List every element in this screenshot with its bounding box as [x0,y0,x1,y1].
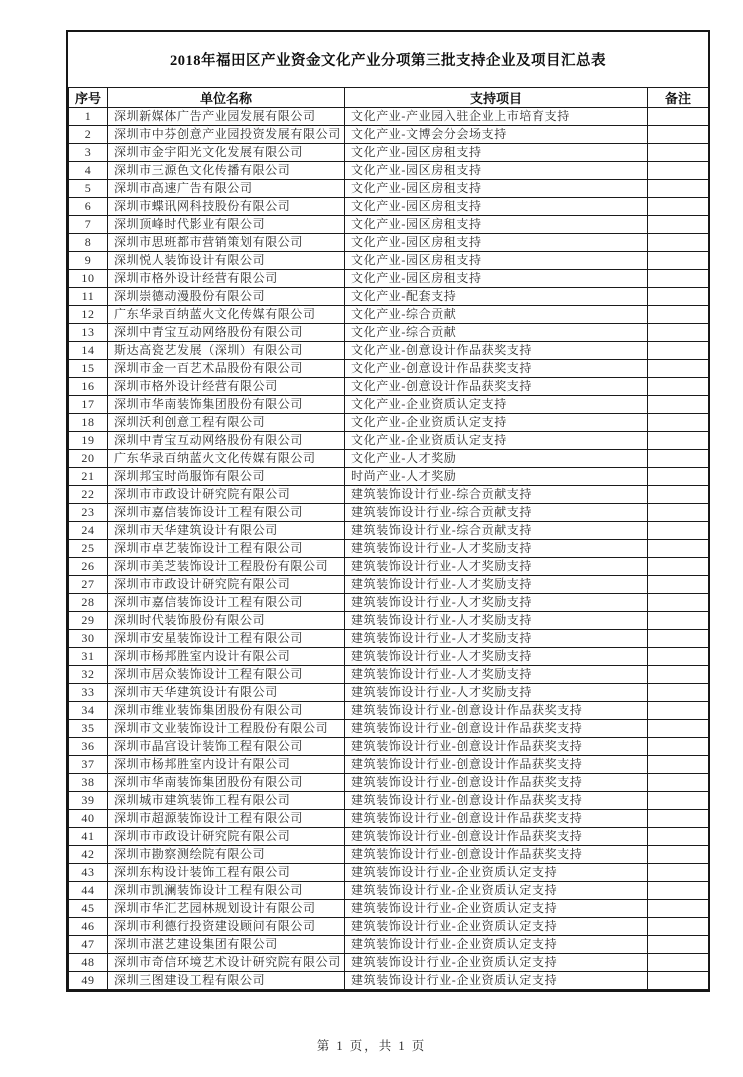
row-name: 深圳市美芝装饰设计工程股份有限公司 [108,558,345,576]
row-name: 深圳市文业装饰设计工程股份有限公司 [108,720,345,738]
row-remark [648,558,709,576]
row-name: 深圳市凯澜装饰设计工程有限公司 [108,882,345,900]
row-remark [648,198,709,216]
row-project: 建筑装饰设计行业-企业资质认定支持 [345,900,648,918]
table-row [69,540,709,558]
row-project: 建筑装饰设计行业-人才奖励支持 [345,648,648,666]
table-row [69,882,709,900]
table-row [69,594,709,612]
row-project: 建筑装饰设计行业-企业资质认定支持 [345,918,648,936]
row-no: 41 [69,828,108,846]
row-remark [648,792,709,810]
column-header-name: 单位名称 [108,88,345,108]
row-project: 建筑装饰设计行业-创意设计作品获奖支持 [345,702,648,720]
row-remark [648,900,709,918]
table-row [69,846,709,864]
row-remark [648,378,709,396]
row-name: 深圳市思班都市营销策划有限公司 [108,234,345,252]
row-name: 深圳中青宝互动网络股份有限公司 [108,324,345,342]
row-no: 35 [69,720,108,738]
row-project: 建筑装饰设计行业-人才奖励支持 [345,666,648,684]
row-project: 文化产业-人才奖励 [345,450,648,468]
row-remark [648,720,709,738]
row-name: 深圳市勘察测绘院有限公司 [108,846,345,864]
row-no: 21 [69,468,108,486]
table-row [69,828,709,846]
row-no: 9 [69,252,108,270]
row-name: 深圳市居众装饰设计工程有限公司 [108,666,345,684]
row-name: 深圳市金一百艺术品股份有限公司 [108,360,345,378]
row-no: 2 [69,126,108,144]
row-no: 14 [69,342,108,360]
row-name: 深圳市超源装饰设计工程有限公司 [108,810,345,828]
table-row [69,612,709,630]
row-project: 文化产业-园区房租支持 [345,234,648,252]
table-row [69,198,709,216]
row-remark [648,972,709,990]
row-name: 深圳时代装饰股份有限公司 [108,612,345,630]
row-project: 文化产业-综合贡献 [345,324,648,342]
table-row [69,378,709,396]
row-project: 文化产业-企业资质认定支持 [345,396,648,414]
row-no: 25 [69,540,108,558]
table-row [69,252,709,270]
row-no: 31 [69,648,108,666]
row-name: 深圳市嘉信装饰设计工程有限公司 [108,504,345,522]
row-remark [648,432,709,450]
row-remark [648,594,709,612]
row-project: 建筑装饰设计行业-人才奖励支持 [345,630,648,648]
row-project: 建筑装饰设计行业-企业资质认定支持 [345,954,648,972]
table-row [69,648,709,666]
row-remark [648,756,709,774]
row-remark [648,270,709,288]
row-name: 深圳市华南装饰集团股份有限公司 [108,774,345,792]
row-remark [648,612,709,630]
table-row [69,270,709,288]
row-no: 1 [69,108,108,126]
row-remark [648,450,709,468]
table-row [69,162,709,180]
table-row [69,360,709,378]
row-no: 44 [69,882,108,900]
table-row [69,450,709,468]
row-no: 28 [69,594,108,612]
row-no: 23 [69,504,108,522]
row-name: 广东华录百纳蓝火文化传媒有限公司 [108,450,345,468]
row-remark [648,810,709,828]
row-remark [648,360,709,378]
row-remark [648,252,709,270]
row-project: 建筑装饰设计行业-人才奖励支持 [345,576,648,594]
page-number-footer: 第 1 页，共 1 页 [316,1039,427,1053]
table-body [69,108,709,990]
row-remark [648,576,709,594]
table-row [69,720,709,738]
row-project: 建筑装饰设计行业-人才奖励支持 [345,558,648,576]
row-project: 文化产业-文博会分会场支持 [345,126,648,144]
row-no: 39 [69,792,108,810]
table-row [69,774,709,792]
row-remark [648,540,709,558]
table-row [69,414,709,432]
row-name: 深圳城市建筑装饰工程有限公司 [108,792,345,810]
row-name: 深圳市安星装饰设计工程有限公司 [108,630,345,648]
row-no: 42 [69,846,108,864]
summary-sheet [66,30,710,992]
row-name: 广东华录百纳蓝火文化传媒有限公司 [108,306,345,324]
row-name: 深圳市杨邦胜室内设计有限公司 [108,648,345,666]
row-no: 16 [69,378,108,396]
row-remark [648,288,709,306]
table-row [69,216,709,234]
row-remark [648,324,709,342]
row-no: 15 [69,360,108,378]
row-no: 49 [69,972,108,990]
row-project: 文化产业-园区房租支持 [345,198,648,216]
table-row [69,936,709,954]
table-row [69,234,709,252]
row-remark [648,882,709,900]
row-no: 10 [69,270,108,288]
row-name: 深圳中青宝互动网络股份有限公司 [108,432,345,450]
row-project: 文化产业-企业资质认定支持 [345,432,648,450]
row-no: 4 [69,162,108,180]
row-remark [648,702,709,720]
row-no: 13 [69,324,108,342]
row-name: 深圳市湛艺建设集团有限公司 [108,936,345,954]
row-remark [648,828,709,846]
row-project: 建筑装饰设计行业-创意设计作品获奖支持 [345,828,648,846]
row-project: 建筑装饰设计行业-企业资质认定支持 [345,936,648,954]
row-project: 建筑装饰设计行业-创意设计作品获奖支持 [345,774,648,792]
row-no: 24 [69,522,108,540]
row-name: 深圳市格外设计经营有限公司 [108,378,345,396]
row-project: 建筑装饰设计行业-企业资质认定支持 [345,882,648,900]
row-name: 深圳市格外设计经营有限公司 [108,270,345,288]
row-no: 40 [69,810,108,828]
row-project: 文化产业-配套支持 [345,288,648,306]
summary-table [68,87,709,990]
header-row [69,88,709,108]
row-project: 建筑装饰设计行业-企业资质认定支持 [345,864,648,882]
row-name: 深圳市金宇阳光文化发展有限公司 [108,144,345,162]
row-name: 深圳市利德行投资建设顾问有限公司 [108,918,345,936]
row-remark [648,738,709,756]
page-title: 2018年福田区产业资金文化产业分项第三批支持企业及项目汇总表 [170,53,606,69]
row-remark [648,306,709,324]
row-no: 20 [69,450,108,468]
row-no: 29 [69,612,108,630]
table-row [69,342,709,360]
row-name: 深圳新媒体广告产业园发展有限公司 [108,108,345,126]
row-no: 27 [69,576,108,594]
row-project: 建筑装饰设计行业-综合贡献支持 [345,522,648,540]
row-no: 6 [69,198,108,216]
table-row [69,144,709,162]
row-name: 深圳市华南装饰集团股份有限公司 [108,396,345,414]
row-name: 深圳市市政设计研究院有限公司 [108,486,345,504]
row-name: 深圳三图建设工程有限公司 [108,972,345,990]
row-no: 5 [69,180,108,198]
row-no: 26 [69,558,108,576]
row-project: 建筑装饰设计行业-创意设计作品获奖支持 [345,792,648,810]
table-row [69,432,709,450]
row-no: 46 [69,918,108,936]
table-row [69,396,709,414]
table-row [69,306,709,324]
table-row [69,738,709,756]
table-row [69,900,709,918]
column-header-no: 序号 [69,88,108,108]
table-row [69,630,709,648]
row-project: 建筑装饰设计行业-人才奖励支持 [345,594,648,612]
row-no: 19 [69,432,108,450]
row-remark [648,468,709,486]
row-project: 文化产业-综合贡献 [345,306,648,324]
row-name: 深圳市市政设计研究院有限公司 [108,576,345,594]
row-no: 34 [69,702,108,720]
row-remark [648,666,709,684]
table-row [69,522,709,540]
table-row [69,918,709,936]
row-remark [648,162,709,180]
row-no: 22 [69,486,108,504]
table-row [69,792,709,810]
row-remark [648,648,709,666]
table-row [69,324,709,342]
column-header-project: 支持项目 [345,88,648,108]
row-project: 文化产业-园区房租支持 [345,162,648,180]
row-name: 深圳市奇信环境艺术设计研究院有限公司 [108,954,345,972]
row-name: 深圳市中芬创意产业园投资发展有限公司 [108,126,345,144]
row-project: 文化产业-创意设计作品获奖支持 [345,342,648,360]
table-row [69,288,709,306]
row-project: 文化产业-园区房租支持 [345,252,648,270]
row-project: 建筑装饰设计行业-综合贡献支持 [345,504,648,522]
row-project: 文化产业-创意设计作品获奖支持 [345,360,648,378]
row-project: 文化产业-园区房租支持 [345,270,648,288]
row-project: 建筑装饰设计行业-人才奖励支持 [345,612,648,630]
row-project: 文化产业-企业资质认定支持 [345,414,648,432]
row-name: 深圳市嘉信装饰设计工程有限公司 [108,594,345,612]
row-no: 32 [69,666,108,684]
table-row [69,702,709,720]
row-remark [648,216,709,234]
row-project: 建筑装饰设计行业-综合贡献支持 [345,486,648,504]
row-name: 深圳市晶宫设计装饰工程有限公司 [108,738,345,756]
row-no: 45 [69,900,108,918]
table-row [69,810,709,828]
row-project: 文化产业-园区房租支持 [345,144,648,162]
row-name: 深圳东构设计装饰工程有限公司 [108,864,345,882]
row-no: 8 [69,234,108,252]
table-row [69,684,709,702]
row-remark [648,234,709,252]
row-no: 18 [69,414,108,432]
row-remark [648,108,709,126]
row-project: 建筑装饰设计行业-创意设计作品获奖支持 [345,720,648,738]
row-name: 斯达高瓷艺发展（深圳）有限公司 [108,342,345,360]
row-project: 时尚产业-人才奖励 [345,468,648,486]
row-project: 建筑装饰设计行业-创意设计作品获奖支持 [345,810,648,828]
row-name: 深圳市蝶讯网科技股份有限公司 [108,198,345,216]
row-name: 深圳市高速广告有限公司 [108,180,345,198]
row-project: 建筑装饰设计行业-创意设计作品获奖支持 [345,756,648,774]
row-name: 深圳市华汇艺园林规划设计有限公司 [108,900,345,918]
row-no: 30 [69,630,108,648]
row-name: 深圳市天华建筑设计有限公司 [108,522,345,540]
row-project: 建筑装饰设计行业-创意设计作品获奖支持 [345,846,648,864]
row-name: 深圳市市政设计研究院有限公司 [108,828,345,846]
row-remark [648,342,709,360]
row-no: 37 [69,756,108,774]
row-remark [648,504,709,522]
table-row [69,108,709,126]
row-project: 建筑装饰设计行业-创意设计作品获奖支持 [345,738,648,756]
row-name: 深圳市天华建筑设计有限公司 [108,684,345,702]
row-no: 7 [69,216,108,234]
row-no: 48 [69,954,108,972]
row-remark [648,936,709,954]
row-remark [648,846,709,864]
table-row [69,666,709,684]
row-name: 深圳邦宝时尚服饰有限公司 [108,468,345,486]
row-no: 3 [69,144,108,162]
column-header-remark: 备注 [648,88,709,108]
table-row [69,558,709,576]
row-remark [648,774,709,792]
row-no: 36 [69,738,108,756]
row-project: 文化产业-园区房租支持 [345,216,648,234]
row-remark [648,522,709,540]
table-row [69,126,709,144]
table-row [69,576,709,594]
table-row [69,954,709,972]
row-project: 文化产业-园区房租支持 [345,180,648,198]
row-project: 建筑装饰设计行业-企业资质认定支持 [345,972,648,990]
row-name: 深圳悦人装饰设计有限公司 [108,252,345,270]
row-remark [648,180,709,198]
row-name: 深圳市卓艺装饰设计工程有限公司 [108,540,345,558]
row-no: 43 [69,864,108,882]
table-row [69,756,709,774]
row-name: 深圳市杨邦胜室内设计有限公司 [108,756,345,774]
row-remark [648,864,709,882]
row-name: 深圳市三源色文化传播有限公司 [108,162,345,180]
row-remark [648,486,709,504]
row-project: 文化产业-创意设计作品获奖支持 [345,378,648,396]
table-row [69,486,709,504]
row-name: 深圳沃利创意工程有限公司 [108,414,345,432]
row-no: 38 [69,774,108,792]
row-no: 11 [69,288,108,306]
row-no: 17 [69,396,108,414]
table-row [69,972,709,990]
table-row [69,468,709,486]
table-row [69,180,709,198]
table-row [69,504,709,522]
row-remark [648,918,709,936]
row-remark [648,630,709,648]
row-project: 建筑装饰设计行业-人才奖励支持 [345,684,648,702]
table-row [69,864,709,882]
row-project: 建筑装饰设计行业-人才奖励支持 [345,540,648,558]
row-remark [648,144,709,162]
row-remark [648,954,709,972]
row-remark [648,396,709,414]
row-name: 深圳顶峰时代影业有限公司 [108,216,345,234]
row-project: 文化产业-产业园入驻企业上市培育支持 [345,108,648,126]
title-area [68,32,708,87]
row-remark [648,126,709,144]
row-remark [648,684,709,702]
row-no: 33 [69,684,108,702]
row-name: 深圳市维业装饰集团股份有限公司 [108,702,345,720]
row-name: 深圳崇德动漫股份有限公司 [108,288,345,306]
row-no: 12 [69,306,108,324]
row-remark [648,414,709,432]
row-no: 47 [69,936,108,954]
